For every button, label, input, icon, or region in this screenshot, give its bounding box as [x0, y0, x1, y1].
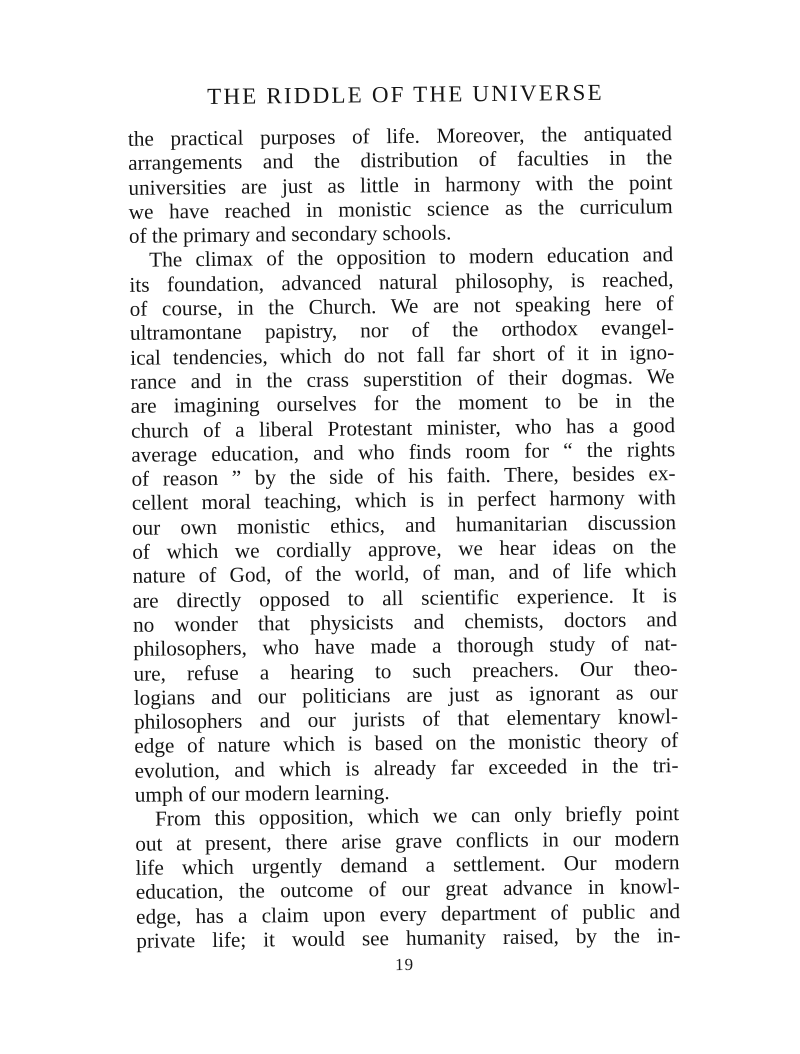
text-line: no wonder that physicists and chemists, doctors and	[132, 607, 678, 637]
text-line: church of a liberal Protestant minister, who has a good	[130, 412, 676, 443]
text-line: we have reached in monistic science as the curriculum	[128, 194, 673, 224]
text-line: nature of God, of the world, of man, and of life which	[132, 558, 677, 589]
text-line: evolution, and which is already far exceeded in the tri-	[134, 752, 679, 783]
text-line: our own monistic ethics, and humanitarian discussion	[131, 509, 677, 540]
text-line: ical tendencies, which do not fall far short of it in igno-	[130, 339, 675, 370]
page-number: 19	[395, 954, 415, 975]
text-line: edge of nature which is based on the monistic theory of	[134, 728, 679, 759]
text-line: cellent moral teaching, which is in perfect harmony with	[131, 485, 676, 516]
text-line: ultramontane papistry, nor of the orthodox evangel-	[129, 315, 675, 346]
paragraph-1	[128, 121, 673, 248]
text-line: life which urgently demand a settlement. Our modern	[135, 849, 680, 880]
text-line: ure, refuse a hearing to such preachers. Our theo-	[133, 655, 678, 686]
text-line: education, the outcome of our great advance in knowl-	[135, 874, 680, 904]
text-line: rance and in the crass superstition of their dogmas. We	[130, 364, 675, 394]
text-line: of reason ” by the side of his faith. There, besides ex-	[131, 461, 676, 491]
text-line: of course, in the Church. We are not speaking here of	[129, 291, 674, 321]
text-line: the practical purposes of life. Moreover, the antiquated	[127, 121, 673, 151]
paragraph-3	[135, 801, 680, 952]
text-line: its foundation, advanced natural philosophy, is reached,	[129, 266, 674, 297]
text-line: arrangements and the distribution of faculties in the	[128, 145, 673, 176]
text-line: of which we cordially approve, we hear ideas on the	[132, 534, 677, 564]
text-line: are directly opposed to all scientific experience. It is	[132, 582, 677, 613]
text-line: umph of our modern learning.	[134, 780, 390, 807]
text-line: universities are just as little in harmony with the point	[128, 169, 673, 200]
text-line: logians and our politicians are just as ignorant as our	[133, 679, 678, 710]
text-line: philosophers, who have made a thorough study of nat-	[133, 631, 678, 662]
text-line: private life; it would see humanity raised, by the in-	[136, 922, 681, 953]
running-head: THE RIDDLE OF THE UNIVERSE	[207, 79, 604, 109]
text-line: average education, and who finds room for “ the rights	[131, 436, 676, 467]
text-line: are imagining ourselves for the moment to be in the	[130, 388, 675, 419]
text-line: From this opposition, which we can only briefly point	[154, 801, 680, 831]
text-line: edge, has a claim upon every department of public and	[135, 898, 681, 929]
text-line: philosophers and our jurists of that elementary knowl-	[133, 704, 679, 734]
text-line: of the primary and secondary schools.	[128, 220, 452, 249]
text-line: The climax of the opposition to modern education and	[149, 242, 674, 273]
paragraph-2	[129, 243, 679, 807]
body-text	[128, 121, 681, 953]
text-line: out at present, there arise grave conflicts in our modern	[135, 825, 680, 856]
